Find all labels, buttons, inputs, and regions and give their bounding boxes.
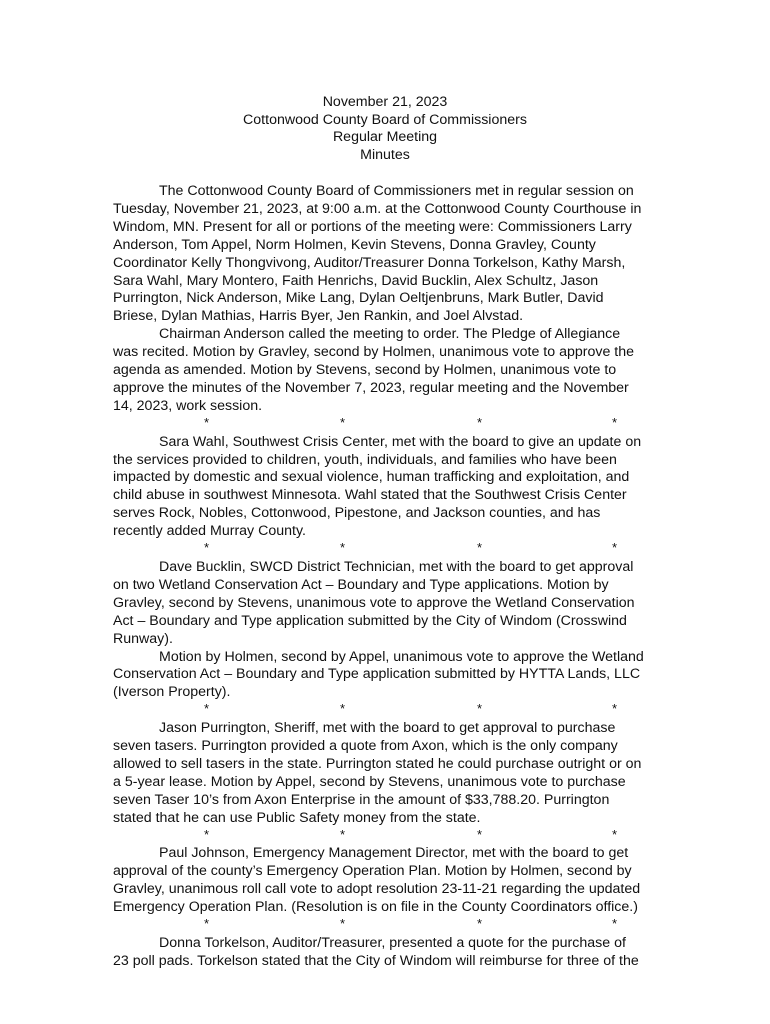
separator-asterisk: *	[340, 540, 346, 556]
separator-asterisk: *	[612, 701, 618, 717]
separator-asterisk: *	[612, 540, 618, 556]
paragraph-line: Sara Wahl, Southwest Crisis Center, met with the board to give an update on	[159, 433, 642, 450]
paragraph-line: serves Rock, Nobles, Cottonwood, Pipestone, and Jackson counties, and has	[113, 505, 601, 522]
paragraph-line: Gravley, second by Stevens, unanimous vote to approve the Wetland Conservation	[113, 594, 635, 611]
separator-asterisk: *	[204, 540, 210, 556]
separator-asterisk: *	[477, 540, 483, 556]
paragraph-line: Sara Wahl, Mary Montero, Faith Henrichs, David Bucklin, Alex Schultz, Jason	[113, 272, 599, 289]
separator-asterisk: *	[204, 701, 210, 717]
meeting-type: Regular Meeting	[332, 129, 438, 146]
paragraph-line: Jason Purrington, Sheriff, met with the board to get approval to purchase	[159, 720, 616, 737]
paragraph-line: Runway).	[113, 630, 173, 647]
paragraph-line: Motion by Holmen, second by Appel, unanimous vote to approve the Wetland	[159, 648, 644, 665]
paragraph-line: 14, 2023, work session.	[113, 397, 263, 414]
section-separator	[113, 541, 683, 559]
paragraph-line: the services provided to children, youth, individuals, and families who have been	[113, 451, 617, 468]
paragraph-line: child abuse in southwest Minnesota. Wahl stated that the Southwest Crisis Center	[113, 487, 627, 504]
minutes-paragraph	[113, 720, 683, 827]
paragraph-line: The Cottonwood County Board of Commissioners met in regular session on	[159, 183, 634, 199]
paragraph-line: approval of the county’s Emergency Operation Plan. Motion by Holmen, second by	[113, 863, 632, 880]
minutes-paragraph	[113, 649, 683, 703]
minutes-paragraph	[113, 935, 683, 971]
paragraph-line: Purrington, Nick Anderson, Mike Lang, Dylan Oeltjenbruns, Mark Butler, David	[113, 290, 604, 307]
minutes-paragraph	[113, 326, 683, 416]
paragraph-line: Gravley, unanimous roll call vote to adopt resolution 23-11-21 regarding the updated	[113, 881, 641, 898]
paragraph-line: Windom, MN. Present for all or portions of the meeting were: Commissioners Larry	[113, 218, 632, 235]
separator-asterisk: *	[477, 916, 483, 932]
paragraph-line: 23 poll pads. Torkelson stated that the City of Windom will reimburse for three of the	[113, 952, 639, 969]
separator-asterisk: *	[204, 916, 210, 932]
paragraph-line: Act – Boundary and Type application submitted by the City of Windom (Crosswind	[113, 612, 627, 629]
separator-asterisk: *	[204, 826, 210, 842]
separator-asterisk: *	[204, 414, 210, 430]
separator-asterisk: *	[340, 916, 346, 932]
paragraph-line: seven tasers. Purrington provided a quote from Axon, which is the only company	[113, 738, 618, 755]
paragraph-line: Donna Torkelson, Auditor/Treasurer, presented a quote for the purchase of	[159, 934, 626, 951]
separator-asterisk: *	[612, 414, 618, 430]
section-separator	[113, 702, 683, 720]
paragraph-line: approve the minutes of the November 7, 2023, regular meeting and the November	[113, 379, 629, 396]
minutes-paragraph	[113, 183, 683, 326]
section-separator	[113, 828, 683, 846]
paragraph-line: impacted by domestic and sexual violence, human trafficking and exploitation, and	[113, 469, 630, 486]
paragraph-line: Anderson, Tom Appel, Norm Holmen, Kevin Stevens, Donna Gravley, County	[113, 236, 596, 253]
separator-asterisk: *	[340, 414, 346, 430]
separator-asterisk: *	[477, 826, 483, 842]
separator-asterisk: *	[340, 826, 346, 842]
paragraph-line: seven Taser 10’s from Axon Enterprise in the amount of $33,788.20. Purrington	[113, 791, 610, 808]
separator-asterisk: *	[477, 701, 483, 717]
paragraph-line: stated that he can use Public Safety money from the state.	[113, 809, 481, 826]
meeting-date: November 21, 2023	[322, 94, 448, 110]
paragraph-line: recently added Murray County.	[113, 523, 306, 540]
document-type: Minutes	[360, 146, 410, 163]
paragraph-line: allowed to sell tasers in the state. Purrington stated he could purchase outright or on	[113, 755, 642, 772]
paragraph-line: a 5-year lease. Motion by Appel, second by Stevens, unanimous vote to purchase	[113, 773, 626, 790]
document-header	[0, 94, 770, 164]
paragraph-line: agenda as amended. Motion by Stevens, second by Holmen, unanimous vote to	[113, 362, 617, 379]
minutes-paragraph	[113, 559, 683, 649]
paragraph-line: Conservation Act – Boundary and Type application submitted by HYTTA Lands, LLC	[113, 666, 641, 683]
paragraph-line: Chairman Anderson called the meeting to order. The Pledge of Allegiance	[159, 326, 621, 343]
separator-asterisk: *	[340, 701, 346, 717]
board-name: Cottonwood County Board of Commissioners	[243, 111, 527, 128]
paragraph-line: Emergency Operation Plan. (Resolution is on file in the County Coordinators office.)	[113, 899, 638, 916]
minutes-body	[113, 183, 683, 971]
paragraph-line: Tuesday, November 21, 2023, at 9:00 a.m. at the Cottonwood County Courthouse in	[113, 200, 642, 217]
minutes-paragraph	[113, 845, 683, 917]
paragraph-line: Paul Johnson, Emergency Management Director, met with the board to get	[159, 845, 629, 862]
paragraph-line: Coordinator Kelly Thongvivong, Auditor/Treasurer Donna Torkelson, Kathy Marsh,	[113, 254, 626, 271]
paragraph-line: Briese, Dylan Mathias, Harris Byer, Jen Rankin, and Joel Alvstad.	[113, 308, 524, 325]
separator-asterisk: *	[477, 414, 483, 430]
paragraph-line: on two Wetland Conservation Act – Boundary and Type applications. Motion by	[113, 576, 609, 593]
section-separator	[113, 416, 683, 434]
separator-asterisk: *	[612, 826, 618, 842]
paragraph-line: (Iverson Property).	[113, 684, 231, 701]
separator-asterisk: *	[612, 916, 618, 932]
section-separator	[113, 917, 683, 935]
minutes-paragraph	[113, 434, 683, 541]
paragraph-line: Dave Bucklin, SWCD District Technician, met with the board to get approval	[159, 559, 634, 575]
paragraph-line: was recited. Motion by Gravley, second by Holmen, unanimous vote to approve the	[113, 344, 635, 361]
